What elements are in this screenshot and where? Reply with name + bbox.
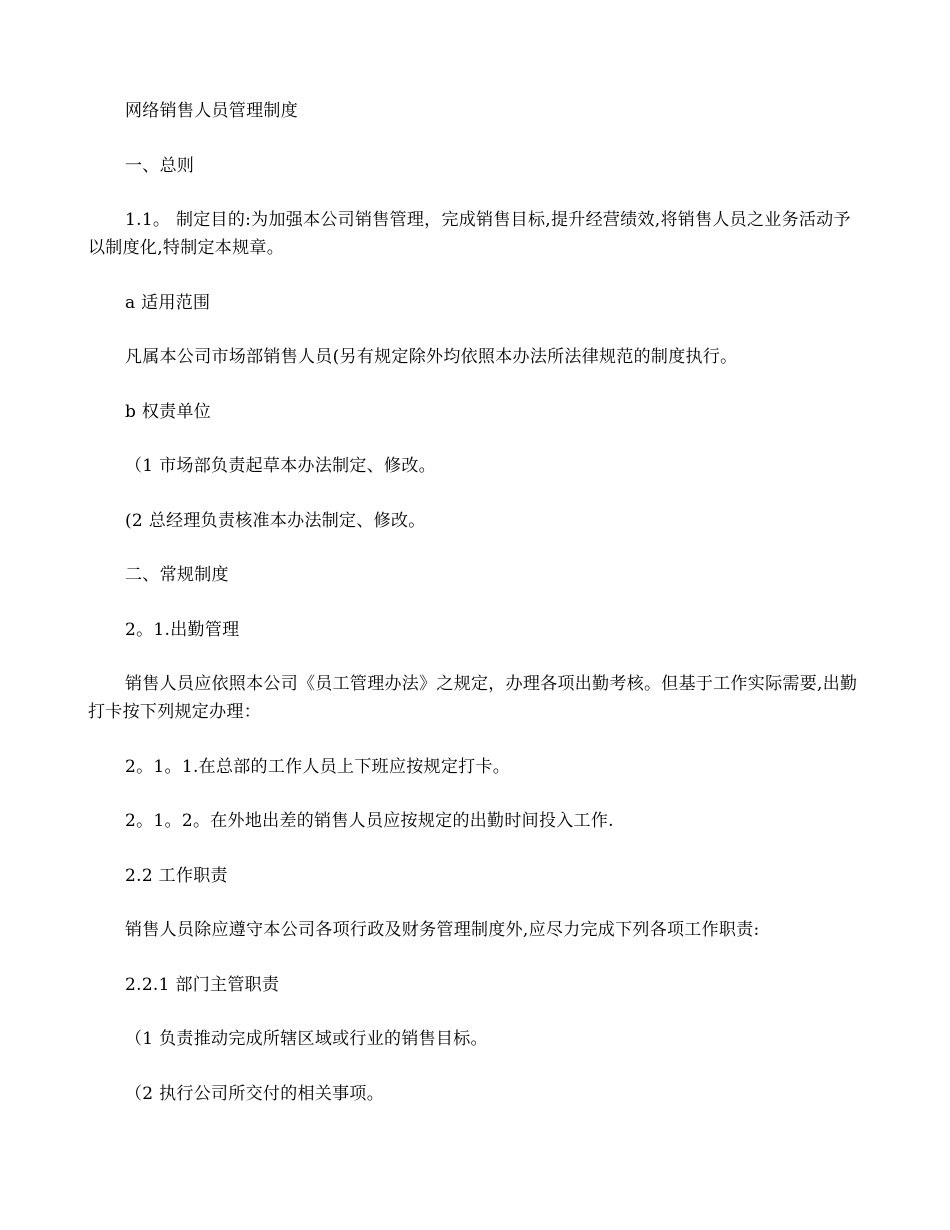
heading-job-duties: 2.2 工作职责: [125, 865, 228, 886]
heading-attendance: 2。1.出勤管理: [125, 619, 240, 640]
paragraph-scope: 凡属本公司市场部销售人员(另有规定除外均依照本办法所法律规范的制度执行。: [125, 347, 738, 367]
paragraph-attendance: 销售人员应依照本公司《员工管理办法》之规定，办理各项出勤考核。但基于工作实际需要,出勤打卡按下列规定办理：: [88, 674, 858, 722]
paragraph-purpose: 1.1。 制定目的:为加强本公司销售管理，完成销售目标,提升经营绩效,将销售人员之业务活动予以制度化,特制定本规章。: [88, 210, 851, 258]
heading-manager-duties: 2.2.1 部门主管职责: [125, 974, 280, 995]
paragraph-marketing-dept: （1 市场部负责起草本办法制定、修改。: [125, 456, 436, 476]
paragraph-general-manager: (2 总经理负责核准本办法制定、修改。: [125, 510, 426, 531]
section-heading-general: 一、总则: [125, 155, 195, 176]
heading-responsibility-units: b 权责单位: [125, 401, 212, 422]
paragraph-hq-clock-in: 2。1。1.在总部的工作人员上下班应按规定打卡。: [125, 756, 511, 777]
paragraph-sales-target: （1 负责推动完成所辖区域或行业的销售目标。: [125, 1029, 488, 1049]
paragraph-job-duties: 销售人员除应遵守本公司各项行政及财务管理制度外,应尽力完成下列各项工作职责:: [125, 920, 760, 940]
paragraph-field-staff: 2。1。2。在外地出差的销售人员应按规定的出勤时间投入工作.: [125, 811, 614, 831]
paragraph-assigned-tasks: （2 执行公司所交付的相关事项。: [125, 1083, 385, 1104]
heading-scope: a 适用范围: [125, 292, 211, 313]
document-title: 网络销售人员管理制度: [125, 101, 298, 121]
section-heading-regular-rules: 二、常规制度: [125, 565, 229, 585]
document-body: [88, 97, 862, 1134]
